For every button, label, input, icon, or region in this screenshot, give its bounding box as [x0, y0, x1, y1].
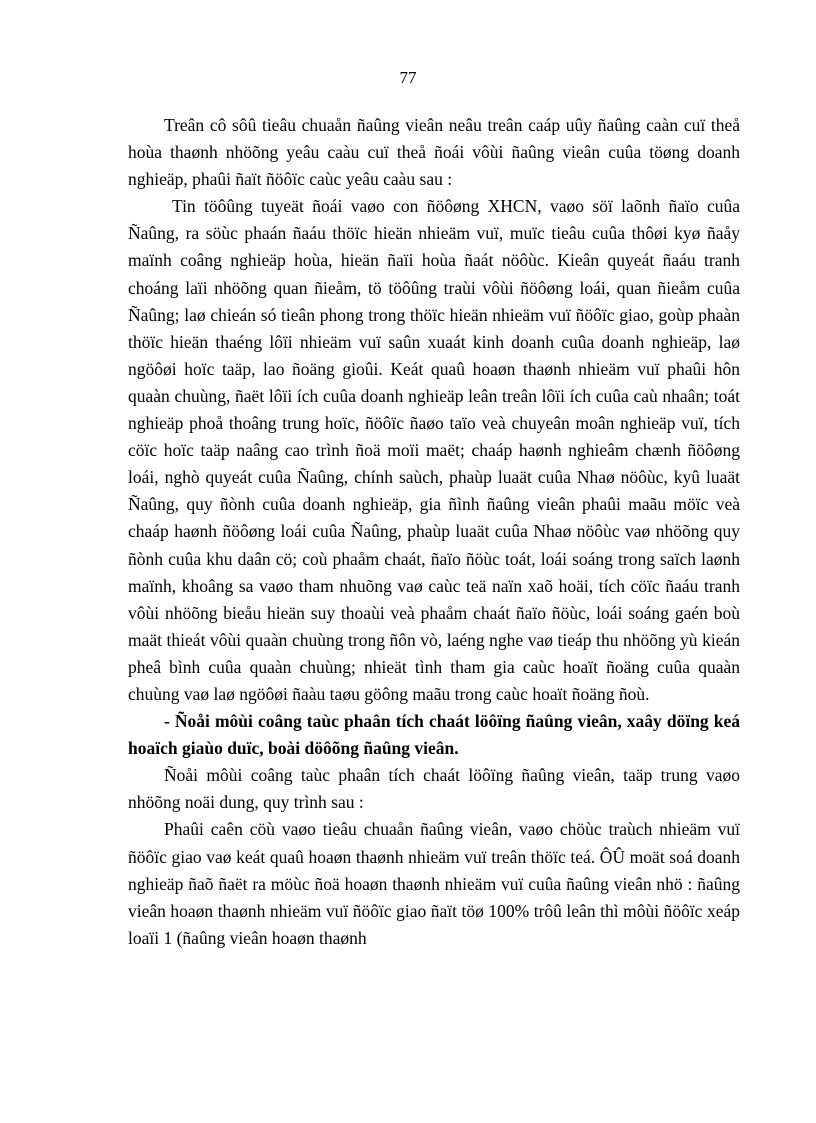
paragraph-analysis-intro: Ñoåi môùi coâng taùc phaân tích chaát löôïng ñaûng vieân, taäp trung vaøo nhöõng noäi dung, quy trình sau : — [128, 765, 740, 813]
section-heading: - Ñoåi môùi coâng taùc phaân tích chaát löôïng ñaûng vieân, xaây döïng keá hoaïch giaùo duïc, boài döôõng ñaûng vieân. — [128, 711, 740, 759]
paragraph-criteria-intro: Treân cô sôû tieâu chuaån ñaûng vieân neâu treân caáp uûy ñaûng caàn cuï theå hoùa thaønh nhöõng yeâu caàu cuï theå ñoái vôùi ñaûng vieân cuûa töøng doanh nghieäp, phaûi ñaït ñöôïc caùc yeâu caàu sau : — [128, 115, 740, 190]
page-number: 77 — [399, 68, 417, 87]
paragraph-requirements: Tin töôûng tuyeät ñoái vaøo con ñöôøng XHCN, vaøo söï laõnh ñaïo cuûa Ñaûng, ra söùc phaán ñaáu thöïc hieän nhieäm vuï, muïc tieâu cuûa thôøi kyø ñaåy maïnh coâng nghieäp hoùa, hieän ñaïi hoùa ñaát nöôùc. Kieân quyeát ñaáu tranh choáng laïi nhöõng quan ñieåm, tö töôûng traùi vôùi ñöôøng loái, quan ñieåm cuûa Ñaûng; laø chieán só tieân phong trong thöïc hieän nhieäm vuï ñöôïc giao, goùp phaàn thöïc hieän thaéng lôïi nhieäm vuï saûn xuaát kinh doanh cuûa doanh nghieäp, laø ngöôøi hoïc taäp, lao ñoäng gioûi. Keát quaû hoaøn thaønh nhieäm vuï phaûi hôn quaàn chuùng, ñaët lôïi ích cuûa doanh nghieäp leân treân lôïi ích cuûa caù nhaân; toát nghieäp phoå thoâng trung hoïc, ñöôïc ñaøo taïo veà chuyeân moân nghieäp vuï, tích cöïc hoïc taäp naâng cao trình ñoä moïi maët; chaáp haønh nghieâm chænh ñöôøng loái, nghò quyeát cuûa Ñaûng, chính saùch, phaùp luaät cuûa Nhaø nöôùc, kyû luaät Ñaûng, quy ñònh cuûa doanh nghieäp, gia ñình ñaûng vieân phaûi maãu möïc veà chaáp haønh ñöôøng loái cuûa Ñaûng, phaùp luaät cuûa Nhaø nöôùc vaø nhöõng quy ñònh cuûa khu daân cö; coù phaåm chaát, ñaïo ñöùc toát, loái soáng trong saïch laønh maïnh, khoâng sa vaøo tham nhuõng vaø caùc teä naïn xaõ hoäi, tích cöïc ñaáu tranh vôùi nhöõng bieåu hieän suy thoaùi veà phaåm chaát ñaïo ñöùc, loái soáng gaén boù maät thieát vôùi quaàn chuùng trong ñôn vò, laéng nghe vaø tieáp thu nhöõng yù kieán pheâ bình cuûa quaàn chuùng; nhieät tình tham gia caùc hoaït ñoäng cuûa quaàn chuùng vaø laø ngöôøi ñaàu taøu göông maãu trong caùc hoaït ñoäng ñoù. — [128, 196, 740, 704]
document-body — [128, 112, 740, 952]
paragraph-evaluation: Phaûi caên cöù vaøo tieâu chuaån ñaûng vieân, vaøo chöùc traùch nhieäm vuï ñöôïc giao vaø keát quaû hoaøn thaønh nhieäm vuï treân thöïc teá. ÔÛ moät soá doanh nghieäp ñaõ ñaët ra möùc ñoä hoaøn thaønh nhieäm vuï cuûa ñaûng vieân nhö : ñaûng vieân hoaøn thaønh nhieäm vuï ñöôïc giao ñaït töø 100% trôû leân thì môùi ñöôïc xeáp loaïi 1 (ñaûng vieân hoaøn thaønh — [128, 819, 740, 948]
